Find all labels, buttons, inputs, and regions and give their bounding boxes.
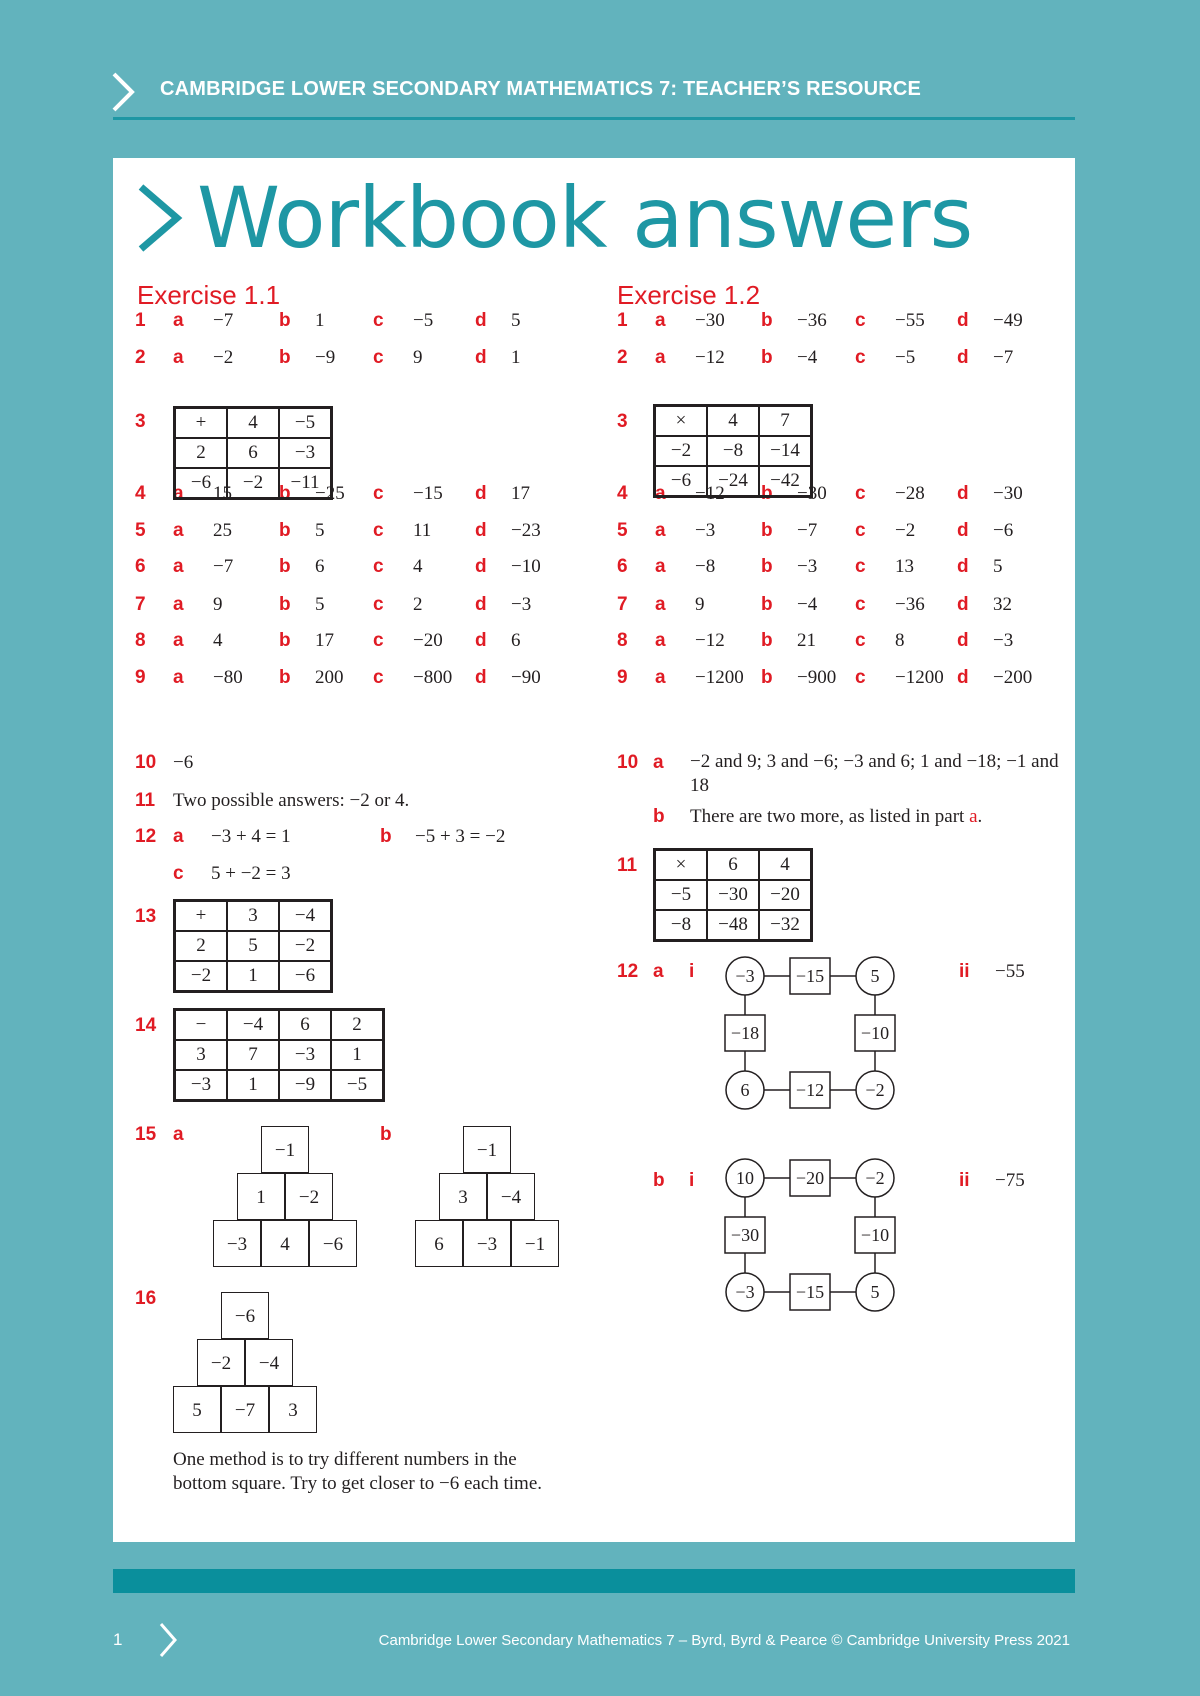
part-label: a xyxy=(173,556,184,577)
grid-cell: 4 xyxy=(707,406,759,437)
addition-grid xyxy=(173,899,333,993)
answer-value: 17 xyxy=(511,483,530,504)
grid-cell: 7 xyxy=(759,406,812,437)
answer-value: −4 xyxy=(797,347,818,368)
part-label: a xyxy=(173,520,184,541)
answer-value: −3 xyxy=(797,556,818,577)
answer-value: 13 xyxy=(895,556,914,577)
pyramid-cell: −3 xyxy=(463,1220,511,1267)
answer-value: 5 xyxy=(315,594,325,615)
part-label: d xyxy=(957,594,969,615)
grid-cell: −5 xyxy=(331,1070,384,1101)
part-label: b xyxy=(761,483,773,504)
pyramid-cell: −1 xyxy=(463,1126,511,1173)
question-number: 11 xyxy=(617,855,638,876)
grid-cell: −4 xyxy=(227,1010,279,1041)
part-label: b xyxy=(761,520,773,541)
pyramid-cell: 6 xyxy=(415,1220,463,1267)
answer-value: −1200 xyxy=(895,667,944,688)
part-label: c xyxy=(855,556,866,577)
part-label: d xyxy=(957,520,969,541)
part-label: a xyxy=(173,630,184,651)
grid-cell: −42 xyxy=(759,466,812,497)
part-label: ii xyxy=(959,1170,970,1191)
part-label: a xyxy=(655,483,666,504)
header-rule xyxy=(113,117,1075,120)
footer-band xyxy=(113,1569,1075,1593)
part-label: d xyxy=(475,483,487,504)
grid-cell: −2 xyxy=(227,468,279,499)
part-label: c xyxy=(855,667,866,688)
grid-cell: 2 xyxy=(331,1010,384,1041)
part-label: b xyxy=(761,594,773,615)
part-label: c xyxy=(373,310,384,331)
question-number: 16 xyxy=(135,1288,157,1309)
question-number: 13 xyxy=(135,906,157,927)
header-title: CAMBRIDGE LOWER SECONDARY MATHEMATICS 7: TEACHER’S RESOURCE xyxy=(160,78,922,100)
part-label: b xyxy=(380,1124,392,1145)
answer-value: 6 xyxy=(315,556,325,577)
answer-value: 21 xyxy=(797,630,816,651)
question-number: 8 xyxy=(617,630,628,651)
question-number: 3 xyxy=(617,411,628,432)
part-label: a xyxy=(173,347,184,368)
square-value: −12 xyxy=(795,1080,825,1100)
part-label: b xyxy=(380,826,392,847)
grid-cell: 4 xyxy=(759,850,812,881)
answer-value: 6 xyxy=(511,630,521,651)
grid-cell: −3 xyxy=(175,1070,228,1101)
part-label: a xyxy=(173,594,184,615)
part-label: b xyxy=(279,347,291,368)
part-label: d xyxy=(957,556,969,577)
part-label: a xyxy=(655,520,666,541)
part-label: a xyxy=(173,826,184,847)
answer-value: −7 xyxy=(993,347,1014,368)
question-number: 1 xyxy=(617,310,628,331)
pyramid-cell: −1 xyxy=(511,1220,559,1267)
question-number: 9 xyxy=(135,667,146,688)
question-number: 4 xyxy=(617,483,628,504)
square-value: −10 xyxy=(860,1225,890,1245)
answer-value: −90 xyxy=(511,667,541,688)
circle-value: −3 xyxy=(735,1282,755,1302)
grid-cell: −3 xyxy=(279,1040,331,1070)
answer-value: −7 xyxy=(213,310,234,331)
pyramid-cell: 1 xyxy=(237,1173,285,1220)
answer-value: 11 xyxy=(413,520,432,541)
answer-value: 4 xyxy=(413,556,423,577)
pyramid-cell: −4 xyxy=(487,1173,535,1220)
answer-value: 32 xyxy=(993,594,1012,615)
part-label: a xyxy=(173,310,184,331)
question-number: 7 xyxy=(135,594,146,615)
grid-cell: −24 xyxy=(707,466,759,497)
question-number: 2 xyxy=(135,347,146,368)
part-label: d xyxy=(475,520,487,541)
grid-cell: 3 xyxy=(227,901,279,932)
question-number: 9 xyxy=(617,667,628,688)
pyramid-cell: 3 xyxy=(439,1173,487,1220)
grid-cell: −2 xyxy=(175,961,228,992)
pyramid-cell: 3 xyxy=(269,1386,317,1433)
part-label: b xyxy=(761,347,773,368)
square-value: −20 xyxy=(795,1168,825,1188)
question-number: 3 xyxy=(135,411,146,432)
question-number: 14 xyxy=(135,1015,157,1036)
method-note: One method is to try different numbers in the bottom square. Try to get closer to −6 each time. xyxy=(173,1449,543,1494)
question-number: 1 xyxy=(135,310,146,331)
answer-value: −6 xyxy=(173,752,194,773)
grid-cell: + xyxy=(175,901,228,932)
part-label: b xyxy=(761,630,773,651)
answer-value: 200 xyxy=(315,667,344,688)
circle-value: 6 xyxy=(740,1080,750,1100)
grid-cell: −6 xyxy=(279,961,332,992)
part-label: a xyxy=(655,556,666,577)
chevron-right-icon xyxy=(135,183,185,253)
grid-cell: −8 xyxy=(707,436,759,466)
grid-cell: 6 xyxy=(227,438,279,468)
pyramid-cell: −2 xyxy=(197,1339,245,1386)
multiplication-grid xyxy=(653,848,813,942)
answer-value: −2 xyxy=(895,520,916,541)
answer-value: −3 xyxy=(695,520,716,541)
answer-value: −80 xyxy=(213,667,243,688)
part-label: d xyxy=(957,667,969,688)
question-number: 6 xyxy=(617,556,628,577)
grid-cell: −48 xyxy=(707,910,759,941)
part-label: ii xyxy=(959,961,970,982)
part-label: b xyxy=(761,556,773,577)
part-label: c xyxy=(373,347,384,368)
part-label: a xyxy=(655,594,666,615)
question-number: 6 xyxy=(135,556,146,577)
grid-cell: 4 xyxy=(227,408,279,439)
answer-value: 9 xyxy=(413,347,423,368)
arithmagon-diagram xyxy=(725,956,905,1110)
answer-value: −200 xyxy=(993,667,1033,688)
grid-cell: × xyxy=(655,850,708,881)
square-value: −10 xyxy=(860,1023,890,1043)
answer-value: 9 xyxy=(213,594,223,615)
grid-cell: −4 xyxy=(279,901,332,932)
pyramid-cell: −6 xyxy=(309,1220,357,1267)
answer-value: 5 xyxy=(511,310,521,331)
part-label: b xyxy=(761,310,773,331)
answer-value: −23 xyxy=(511,520,541,541)
circle-value: −2 xyxy=(865,1168,885,1188)
answer-value: −900 xyxy=(797,667,837,688)
part-label: b xyxy=(279,310,291,331)
question-number: 15 xyxy=(135,1124,157,1145)
circle-value: −2 xyxy=(865,1080,885,1100)
exercise-1-2-title: Exercise 1.2 xyxy=(617,280,761,310)
pyramid-cell: 5 xyxy=(173,1386,221,1433)
question-number: 2 xyxy=(617,347,628,368)
grid-cell: 3 xyxy=(175,1040,228,1070)
arithmagon-diagram xyxy=(725,1158,905,1312)
pyramid-cell: −4 xyxy=(245,1339,293,1386)
grid-cell: 1 xyxy=(331,1040,384,1070)
answer-value: −4 xyxy=(797,594,818,615)
answer-value: −36 xyxy=(895,594,925,615)
answer-value: −3 xyxy=(511,594,532,615)
part-label: b xyxy=(279,556,291,577)
answer-value: −28 xyxy=(895,483,925,504)
answer-value: −5 xyxy=(413,310,434,331)
answer-value: −7 xyxy=(213,556,234,577)
question-number: 4 xyxy=(135,483,146,504)
pyramid-cell: −7 xyxy=(221,1386,269,1433)
part-label: b xyxy=(279,483,291,504)
grid-cell: −5 xyxy=(279,408,332,439)
question-number: 5 xyxy=(617,520,628,541)
answer-value: −49 xyxy=(993,310,1023,331)
answer-value: −9 xyxy=(315,347,336,368)
grid-cell: − xyxy=(175,1010,228,1041)
answer-value: 1 xyxy=(511,347,521,368)
grid-cell: −3 xyxy=(279,438,332,468)
answer-value: 25 xyxy=(213,520,232,541)
answer-value: −8 xyxy=(695,556,716,577)
pyramid-cell: −1 xyxy=(261,1126,309,1173)
answer-value: −55 xyxy=(895,310,925,331)
part-label: b xyxy=(279,630,291,651)
grid-cell: × xyxy=(655,406,708,437)
part-label: d xyxy=(475,347,487,368)
part-label: c xyxy=(855,310,866,331)
answer-value: −75 xyxy=(995,1170,1025,1191)
circle-value: −3 xyxy=(735,966,755,986)
part-label: c xyxy=(373,556,384,577)
grid-cell: 2 xyxy=(175,438,228,468)
part-label: d xyxy=(475,310,487,331)
question-number: 10 xyxy=(135,752,157,773)
addition-grid xyxy=(173,406,333,500)
circle-value: 5 xyxy=(870,1282,880,1302)
part-label: a xyxy=(655,347,666,368)
part-label: a xyxy=(653,752,664,773)
answer-value: 5 + −2 = 3 xyxy=(211,863,291,884)
part-label: c xyxy=(373,483,384,504)
part-label: c xyxy=(373,630,384,651)
grid-cell: 5 xyxy=(227,931,279,961)
circle-value: 5 xyxy=(870,966,880,986)
square-value: −15 xyxy=(795,966,825,986)
part-label: c xyxy=(855,483,866,504)
question-number: 11 xyxy=(135,790,156,811)
answer-value: −7 xyxy=(797,520,818,541)
part-label: i xyxy=(689,1170,695,1191)
grid-cell: 1 xyxy=(227,1070,279,1101)
part-label: c xyxy=(855,630,866,651)
answer-value: −20 xyxy=(413,630,443,651)
answer-value: −25 xyxy=(315,483,345,504)
answer-value: 9 xyxy=(695,594,705,615)
grid-cell: −2 xyxy=(279,931,332,961)
grid-cell: 6 xyxy=(279,1010,331,1041)
part-label: a xyxy=(655,630,666,651)
page-title: Workbook answers xyxy=(197,169,973,267)
part-label: d xyxy=(957,483,969,504)
grid-cell: −20 xyxy=(759,880,812,910)
answer-value: −1200 xyxy=(695,667,744,688)
answer-value: −3 + 4 = 1 xyxy=(211,826,291,847)
copyright-credit: Cambridge Lower Secondary Mathematics 7 – Byrd, Byrd & Pearce © Cambridge University Press 2021 xyxy=(378,1632,1070,1649)
answer-value: −5 xyxy=(895,347,916,368)
page-number: 1 xyxy=(113,1630,123,1649)
part-label: a xyxy=(173,667,184,688)
part-label: a xyxy=(653,961,664,982)
part-label: a xyxy=(655,667,666,688)
answer-text: Two possible answers: −2 or 4. xyxy=(173,790,410,811)
subtraction-grid xyxy=(173,1008,385,1102)
part-label: d xyxy=(957,347,969,368)
answer-value: −12 xyxy=(695,483,725,504)
answer-text: −2 and 9; 3 and −6; −3 and 6; 1 and −18; −1 and 18 xyxy=(690,751,1059,796)
part-label: c xyxy=(173,863,184,884)
grid-cell: −2 xyxy=(655,436,708,466)
pyramid-cell: −2 xyxy=(285,1173,333,1220)
question-number: 8 xyxy=(135,630,146,651)
part-label: d xyxy=(957,630,969,651)
question-number: 12 xyxy=(617,961,639,982)
answer-value: −3 xyxy=(993,630,1014,651)
part-label: a xyxy=(173,483,184,504)
answer-value: −12 xyxy=(695,347,725,368)
answer-value: −5 + 3 = −2 xyxy=(415,826,506,847)
answer-value: 5 xyxy=(315,520,325,541)
answer-value: −36 xyxy=(797,310,827,331)
grid-cell: + xyxy=(175,408,228,439)
part-label: b xyxy=(761,667,773,688)
square-value: −18 xyxy=(730,1023,760,1043)
question-number: 7 xyxy=(617,594,628,615)
part-label: d xyxy=(475,667,487,688)
grid-cell: −11 xyxy=(279,468,332,499)
answer-value: −55 xyxy=(995,961,1025,982)
grid-cell: −8 xyxy=(655,910,708,941)
part-label: d xyxy=(475,630,487,651)
answer-value: −2 xyxy=(213,347,234,368)
pyramid-cell: 4 xyxy=(261,1220,309,1267)
chevron-right-icon xyxy=(158,1622,178,1658)
question-number: 10 xyxy=(617,752,639,773)
question-number: 5 xyxy=(135,520,146,541)
pyramid-cell: −6 xyxy=(221,1292,269,1339)
part-label: c xyxy=(855,594,866,615)
part-label: a xyxy=(173,1124,184,1145)
grid-cell: 7 xyxy=(227,1040,279,1070)
answer-value: 5 xyxy=(993,556,1003,577)
chevron-right-icon xyxy=(110,72,136,112)
answer-value: −10 xyxy=(511,556,541,577)
multiplication-grid xyxy=(653,404,813,498)
grid-cell: 1 xyxy=(227,961,279,992)
answer-value: −30 xyxy=(695,310,725,331)
circle-value: 10 xyxy=(736,1168,754,1188)
answer-value: 4 xyxy=(213,630,223,651)
answer-value: −30 xyxy=(993,483,1023,504)
part-label: c xyxy=(855,520,866,541)
answer-value: −6 xyxy=(993,520,1014,541)
grid-cell: −5 xyxy=(655,880,708,910)
grid-cell: −32 xyxy=(759,910,812,941)
part-label: c xyxy=(373,667,384,688)
grid-cell: −6 xyxy=(175,468,228,499)
grid-cell: −9 xyxy=(279,1070,331,1101)
part-label: c xyxy=(373,594,384,615)
answer-value: 8 xyxy=(895,630,905,651)
answers-panel xyxy=(113,158,1075,1542)
pyramid-cell: −3 xyxy=(213,1220,261,1267)
part-label: b xyxy=(279,667,291,688)
part-label: b xyxy=(653,806,665,827)
question-number: 12 xyxy=(135,826,157,847)
square-value: −30 xyxy=(730,1225,760,1245)
part-label: b xyxy=(653,1170,665,1191)
grid-cell: −14 xyxy=(759,436,812,466)
part-label: b xyxy=(279,594,291,615)
part-label: d xyxy=(475,556,487,577)
part-label: c xyxy=(373,520,384,541)
grid-cell: 6 xyxy=(707,850,759,881)
answer-value: −800 xyxy=(413,667,453,688)
grid-cell: −6 xyxy=(655,466,708,497)
answer-value: 17 xyxy=(315,630,334,651)
answer-value: 1 xyxy=(315,310,325,331)
part-label: i xyxy=(689,961,695,982)
answer-value: −12 xyxy=(695,630,725,651)
part-label: d xyxy=(957,310,969,331)
exercise-1-1-title: Exercise 1.1 xyxy=(137,280,281,310)
part-label: d xyxy=(475,594,487,615)
grid-cell: 2 xyxy=(175,931,228,961)
part-label: b xyxy=(279,520,291,541)
answer-value: 2 xyxy=(413,594,423,615)
grid-cell: −30 xyxy=(707,880,759,910)
part-label: c xyxy=(855,347,866,368)
square-value: −15 xyxy=(795,1282,825,1302)
answer-value: 15 xyxy=(213,483,232,504)
answer-value: −30 xyxy=(797,483,827,504)
answer-value: −15 xyxy=(413,483,443,504)
answer-text: There are two more, as listed in part a. xyxy=(690,806,983,827)
part-label: a xyxy=(655,310,666,331)
